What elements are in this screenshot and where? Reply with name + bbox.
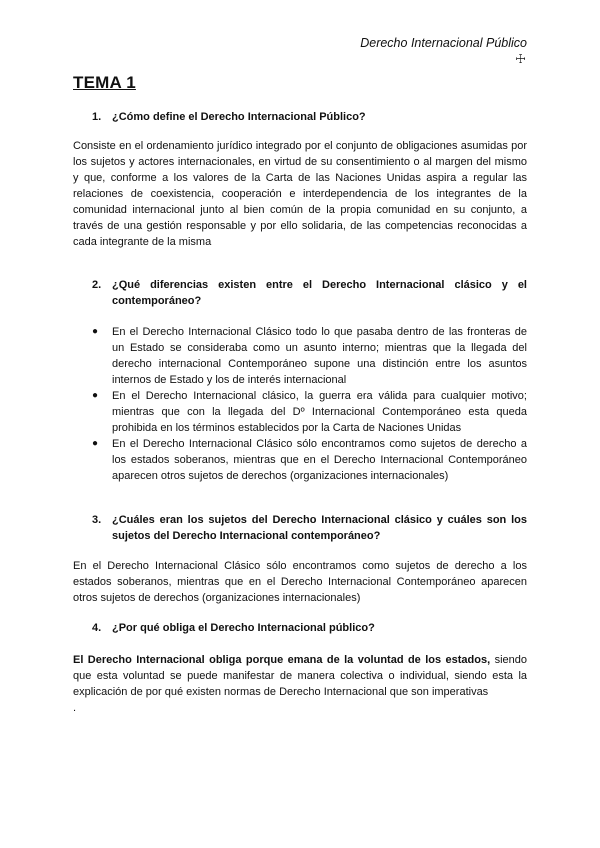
question-1	[92, 109, 527, 125]
answer-paragraph: Consiste en el ordenamiento jurídico integrado por el conjunto de obligaciones asumidas por los sujetos y actores internacionales, en virtud de su consentimiento o al margen del mismo y que, conforme a los valores de la Carta de las Naciones Unidas aspira a regular las relaciones de coexistencia, cooperación e interdependencia de los integrantes de la comunidad internacional junto al bien común de la propia comunidad en su conjunto, a través de una gestión responsable y por ello solidaria, de las competencias reconocidas a cada integrante de la misma	[73, 140, 527, 248]
question-number: 2.	[92, 279, 102, 291]
trailing-mark: .	[73, 702, 77, 714]
differences-list	[92, 324, 527, 484]
answer-emphasis: El Derecho Internacional obliga porque emana de la voluntad de los estados,	[73, 654, 491, 666]
question-text: ¿Qué diferencias existen entre el Derecho Internacional clásico y el contemporáneo?	[112, 279, 527, 307]
list-item: ● En el Derecho Internacional Clásico todo lo que pasaba dentro de las fronteras de un Estado se consideraba como un asunto interno; mientras que la llegada del derecho internacional Contemporáneo supone una distinción entre los asuntos internos de Estado y los de interés internacional	[92, 326, 527, 386]
section-title: TEMA 1	[73, 73, 136, 92]
question-3	[92, 512, 527, 544]
answer-3	[73, 558, 527, 606]
list-item: ● En el Derecho Internacional clásico, la guerra era válida para cualquier motivo; mientras que con la llegada del Dº Internacional Contemporáneo esta queda prohibida en los términos establecidos por la Carta de Naciones Unidas	[92, 390, 527, 434]
bullet-icon: ●	[92, 390, 99, 401]
list-item: ● En el Derecho Internacional Clásico sólo encontramos como sujetos de derecho a los estados soberanos, mientras que en el Derecho Internacional Contemporáneo aparecen otros sujetos de derechos (organizaciones internacionales)	[92, 438, 527, 482]
answer-1	[73, 138, 527, 250]
question-text: ¿Por qué obliga el Derecho Internacional público?	[112, 622, 375, 634]
bullet-icon: ●	[92, 438, 99, 449]
question-text: ¿Cómo define el Derecho Internacional Público?	[112, 111, 366, 123]
question-number: 4.	[92, 622, 102, 634]
question-2	[92, 277, 527, 309]
answer-paragraph	[73, 652, 527, 700]
bullet-icon: ●	[92, 326, 99, 337]
answer-4	[73, 652, 527, 700]
question-number: 1.	[92, 111, 102, 123]
running-header: Derecho Internacional Público	[360, 36, 527, 50]
question-number: 3.	[92, 514, 102, 526]
question-text: ¿Cuáles eran los sujetos del Derecho Internacional clásico y cuáles son los sujetos del Derecho Internacional contemporáneo?	[112, 514, 527, 542]
cross-icon: ☩	[515, 52, 526, 66]
question-4	[92, 620, 527, 636]
answer-continuation: siendo que esta voluntad se puede manifestar de manera colectiva o individual, siendo esta la explicación de por qué existen normas de Derecho Internacional que son imperativas	[73, 654, 527, 698]
answer-paragraph: En el Derecho Internacional Clásico sólo encontramos como sujetos de derecho a los estados soberanos, mientras que en el Derecho Internacional Contemporáneo aparecen otros sujetos de derechos (organizaciones internacionales)	[73, 560, 527, 604]
